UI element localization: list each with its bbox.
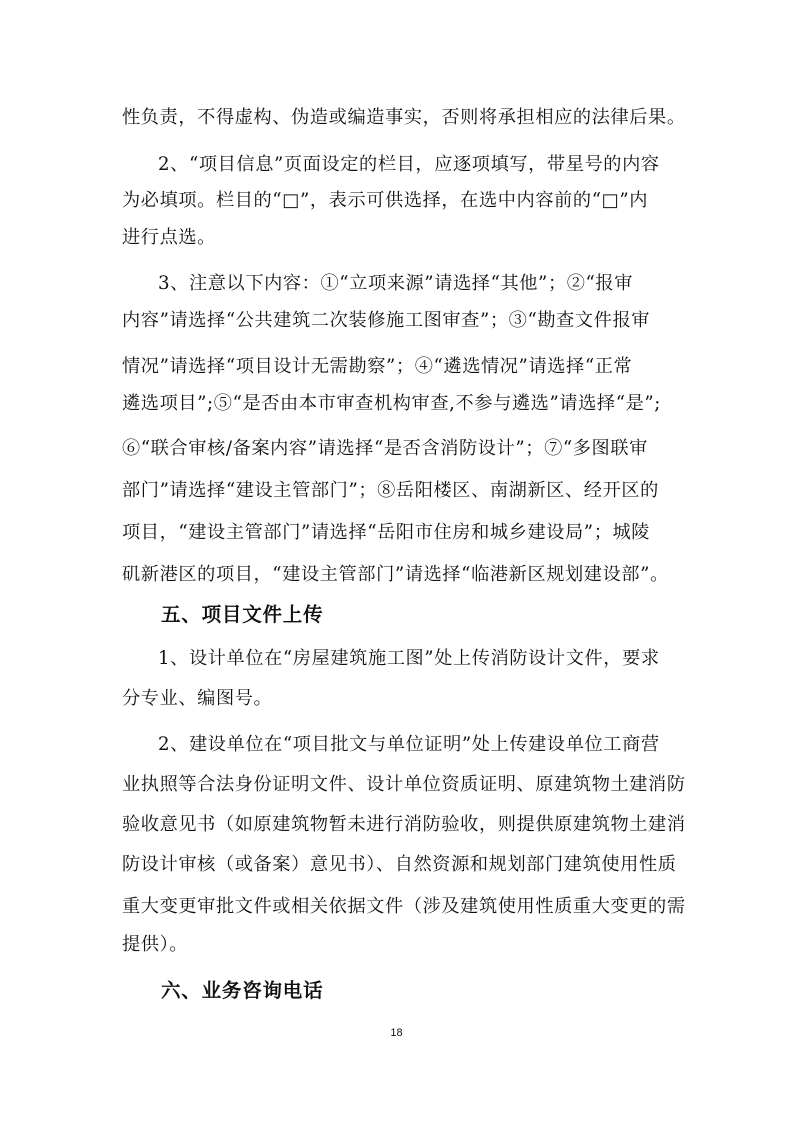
page-number: 18 — [390, 1027, 403, 1039]
paragraph-line: 性负责，不得虚构、伪造或编造事实，否则将承担相应的法律后果。 — [122, 107, 686, 128]
paragraph-line: 矶新港区的项目，“建设主管部门”请选择“临港新区规划建设部”。 — [122, 564, 669, 585]
paragraph-line: 业执照等合法身份证明文件、设计单位资质证明、原建筑物土建消防 — [122, 774, 686, 795]
paragraph-line: 3、注意以下内容：①“立项来源”请选择“其他”；②“报审 — [158, 273, 633, 294]
paragraph-line: 遴选项目”;⑤“是否由本市审查机构审查,不参与遴选”请选择“是”; — [122, 393, 662, 414]
paragraph-line: 分专业、编图号。 — [122, 688, 273, 709]
paragraph-line: ⑥“联合审核/备案内容”请选择“是否含消防设计”；⑦“多图联审 — [122, 438, 648, 459]
paragraph-line: 提供）。 — [122, 934, 189, 955]
paragraph-line: 部门”请选择“建设主管部门”；⑧岳阳楼区、南湖新区、经开区的 — [122, 480, 659, 501]
paragraph-line: 防设计审核（或备案）意见书）、自然资源和规划部门建筑使用性质 — [122, 854, 677, 875]
paragraph-line: 1、设计单位在“房屋建筑施工图”处上传消防设计文件，要求 — [158, 648, 660, 669]
paragraph-line: 2、“项目信息”页面设定的栏目，应逐项填写，带星号的内容 — [158, 154, 660, 175]
paragraph-line: 重大变更审批文件或相关依据文件（涉及建筑使用性质重大变更的需 — [122, 896, 686, 917]
paragraph-line: 内容”请选择“公共建筑二次装修施工图审查”；③“勘查文件报审 — [122, 310, 651, 331]
section-heading-5: 五、项目文件上传 — [161, 603, 324, 626]
paragraph-line: 进行点选。 — [122, 227, 216, 248]
paragraph-line: 2、建设单位在“项目批文与单位证明”处上传建设单位工商营 — [158, 734, 660, 755]
paragraph-line: 为必填项。栏目的“□”，表示可供选择，在选中内容前的“□”内 — [122, 190, 649, 211]
section-heading-6: 六、业务咨询电话 — [161, 979, 324, 1002]
paragraph-line: 项目，“建设主管部门”请选择“岳阳市住房和城乡建设局”；城陵 — [122, 522, 651, 543]
paragraph-line: 验收意见书（如原建筑物暂未进行消防验收，则提供原建筑物土建消 — [122, 814, 686, 835]
paragraph-line: 情况”请选择“项目设计无需勘察”；④“遴选情况”请选择“正常 — [122, 356, 633, 377]
